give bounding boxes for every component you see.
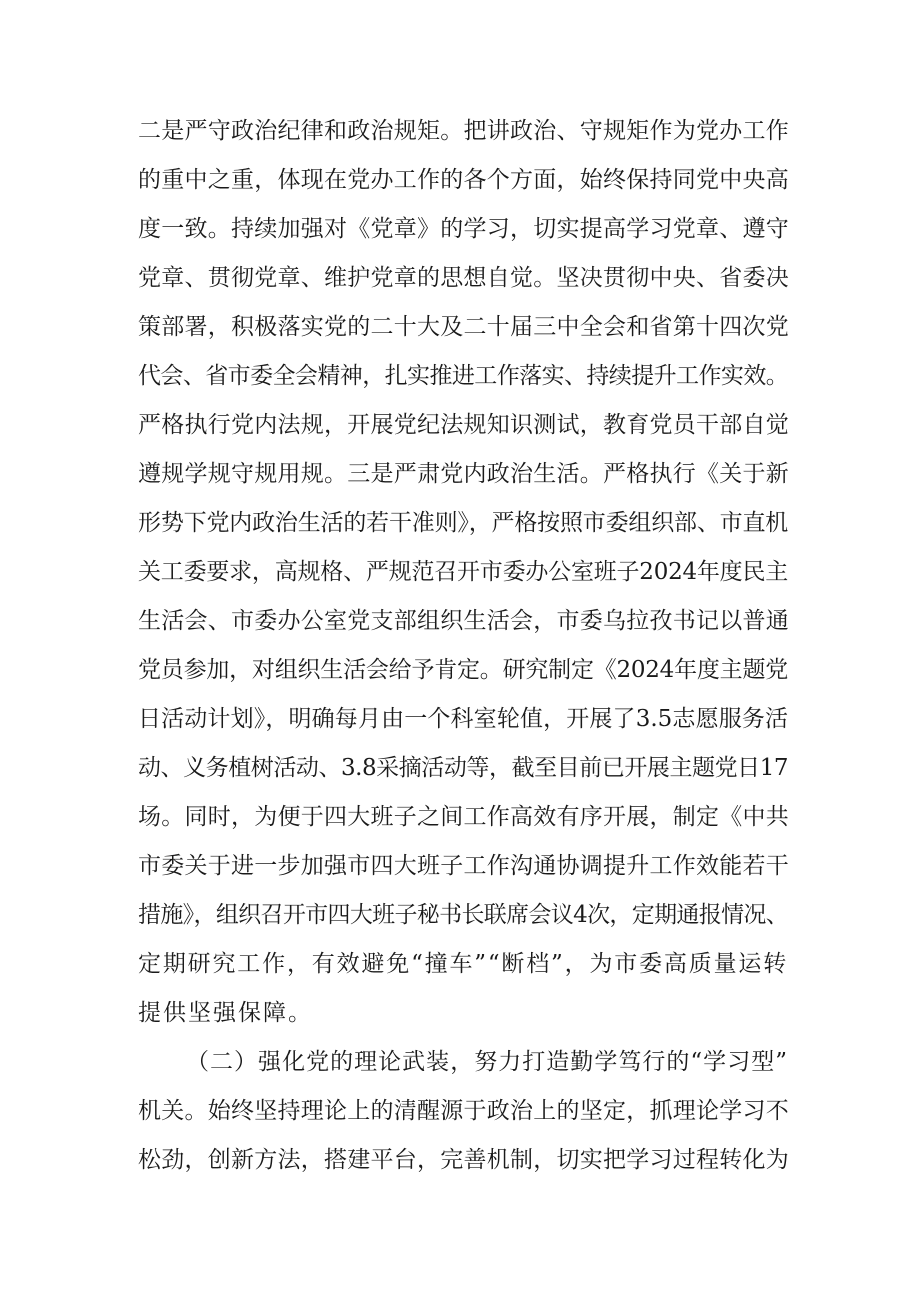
paragraph-line: 度一致。持续加强对《党章》的学习，切实提高学习党章、遵守 <box>138 216 789 242</box>
paragraph-line: 二是严守政治纪律和政治规矩。把讲政治、守规矩作为党办工作 <box>138 118 789 144</box>
paragraph-line: 生活会、市委办公室党支部组织生活会，市委乌拉孜书记以普通 <box>138 608 789 634</box>
paragraph-line: 机关。始终坚持理论上的清醒源于政治上的坚定，抓理论学习不 <box>138 1098 789 1124</box>
paragraph-line: 的重中之重，体现在党办工作的各个方面，始终保持同党中央高 <box>138 167 789 193</box>
paragraph-line: 市委关于进一步加强市四大班子工作沟通协调提升工作效能若干 <box>138 853 789 879</box>
paragraph-line: 提供坚强保障。 <box>138 1000 313 1026</box>
paragraph-line: 动、义务植树活动、3.8采摘活动等，截至目前已开展主题党日17 <box>138 755 788 781</box>
paragraph-line: 日活动计划》，明确每月由一个科室轮值，开展了3.5志愿服务活 <box>138 706 788 732</box>
paragraph-line: 措施》，组织召开市四大班子秘书长联席会议4次，定期通报情况、 <box>138 902 788 928</box>
paragraph-line: 党章、贯彻党章、维护党章的思想自觉。坚决贯彻中央、省委决 <box>138 265 789 291</box>
paragraph-line: 策部署，积极落实党的二十大及二十届三中全会和省第十四次党 <box>138 314 789 340</box>
paragraph-line: 代会、省市委全会精神，扎实推进工作落实、持续提升工作实效。 <box>138 363 788 389</box>
paragraph-line: 关工委要求，高规格、严规范召开市委办公室班子2024年度民主 <box>138 559 788 585</box>
paragraph-line: 党员参加，对组织生活会给予肯定。研究制定《2024年度主题党 <box>138 657 788 683</box>
paragraph-line: 形势下党内政治生活的若干准则》，严格按照市委组织部、市直机 <box>138 510 788 536</box>
paragraph-line: 严格执行党内法规，开展党纪法规知识测试，教育党员干部自觉 <box>138 412 789 438</box>
paragraph-line: 定期研究工作，有效避免“撞车”“断档”，为市委高质量运转 <box>138 951 788 977</box>
paragraph-line: 松劲，创新方法，搭建平台，完善机制，切实把学习过程转化为 <box>138 1147 789 1173</box>
paragraph-line: 场。同时，为便于四大班子之间工作高效有序开展，制定《中共 <box>138 804 789 830</box>
paragraph-line: 遵规学规守规用规。三是严肃党内政治生活。严格执行《关于新 <box>138 461 789 487</box>
section-heading-line: （二）强化党的理论武装，努力打造勤学笃行的“学习型” <box>186 1049 788 1075</box>
